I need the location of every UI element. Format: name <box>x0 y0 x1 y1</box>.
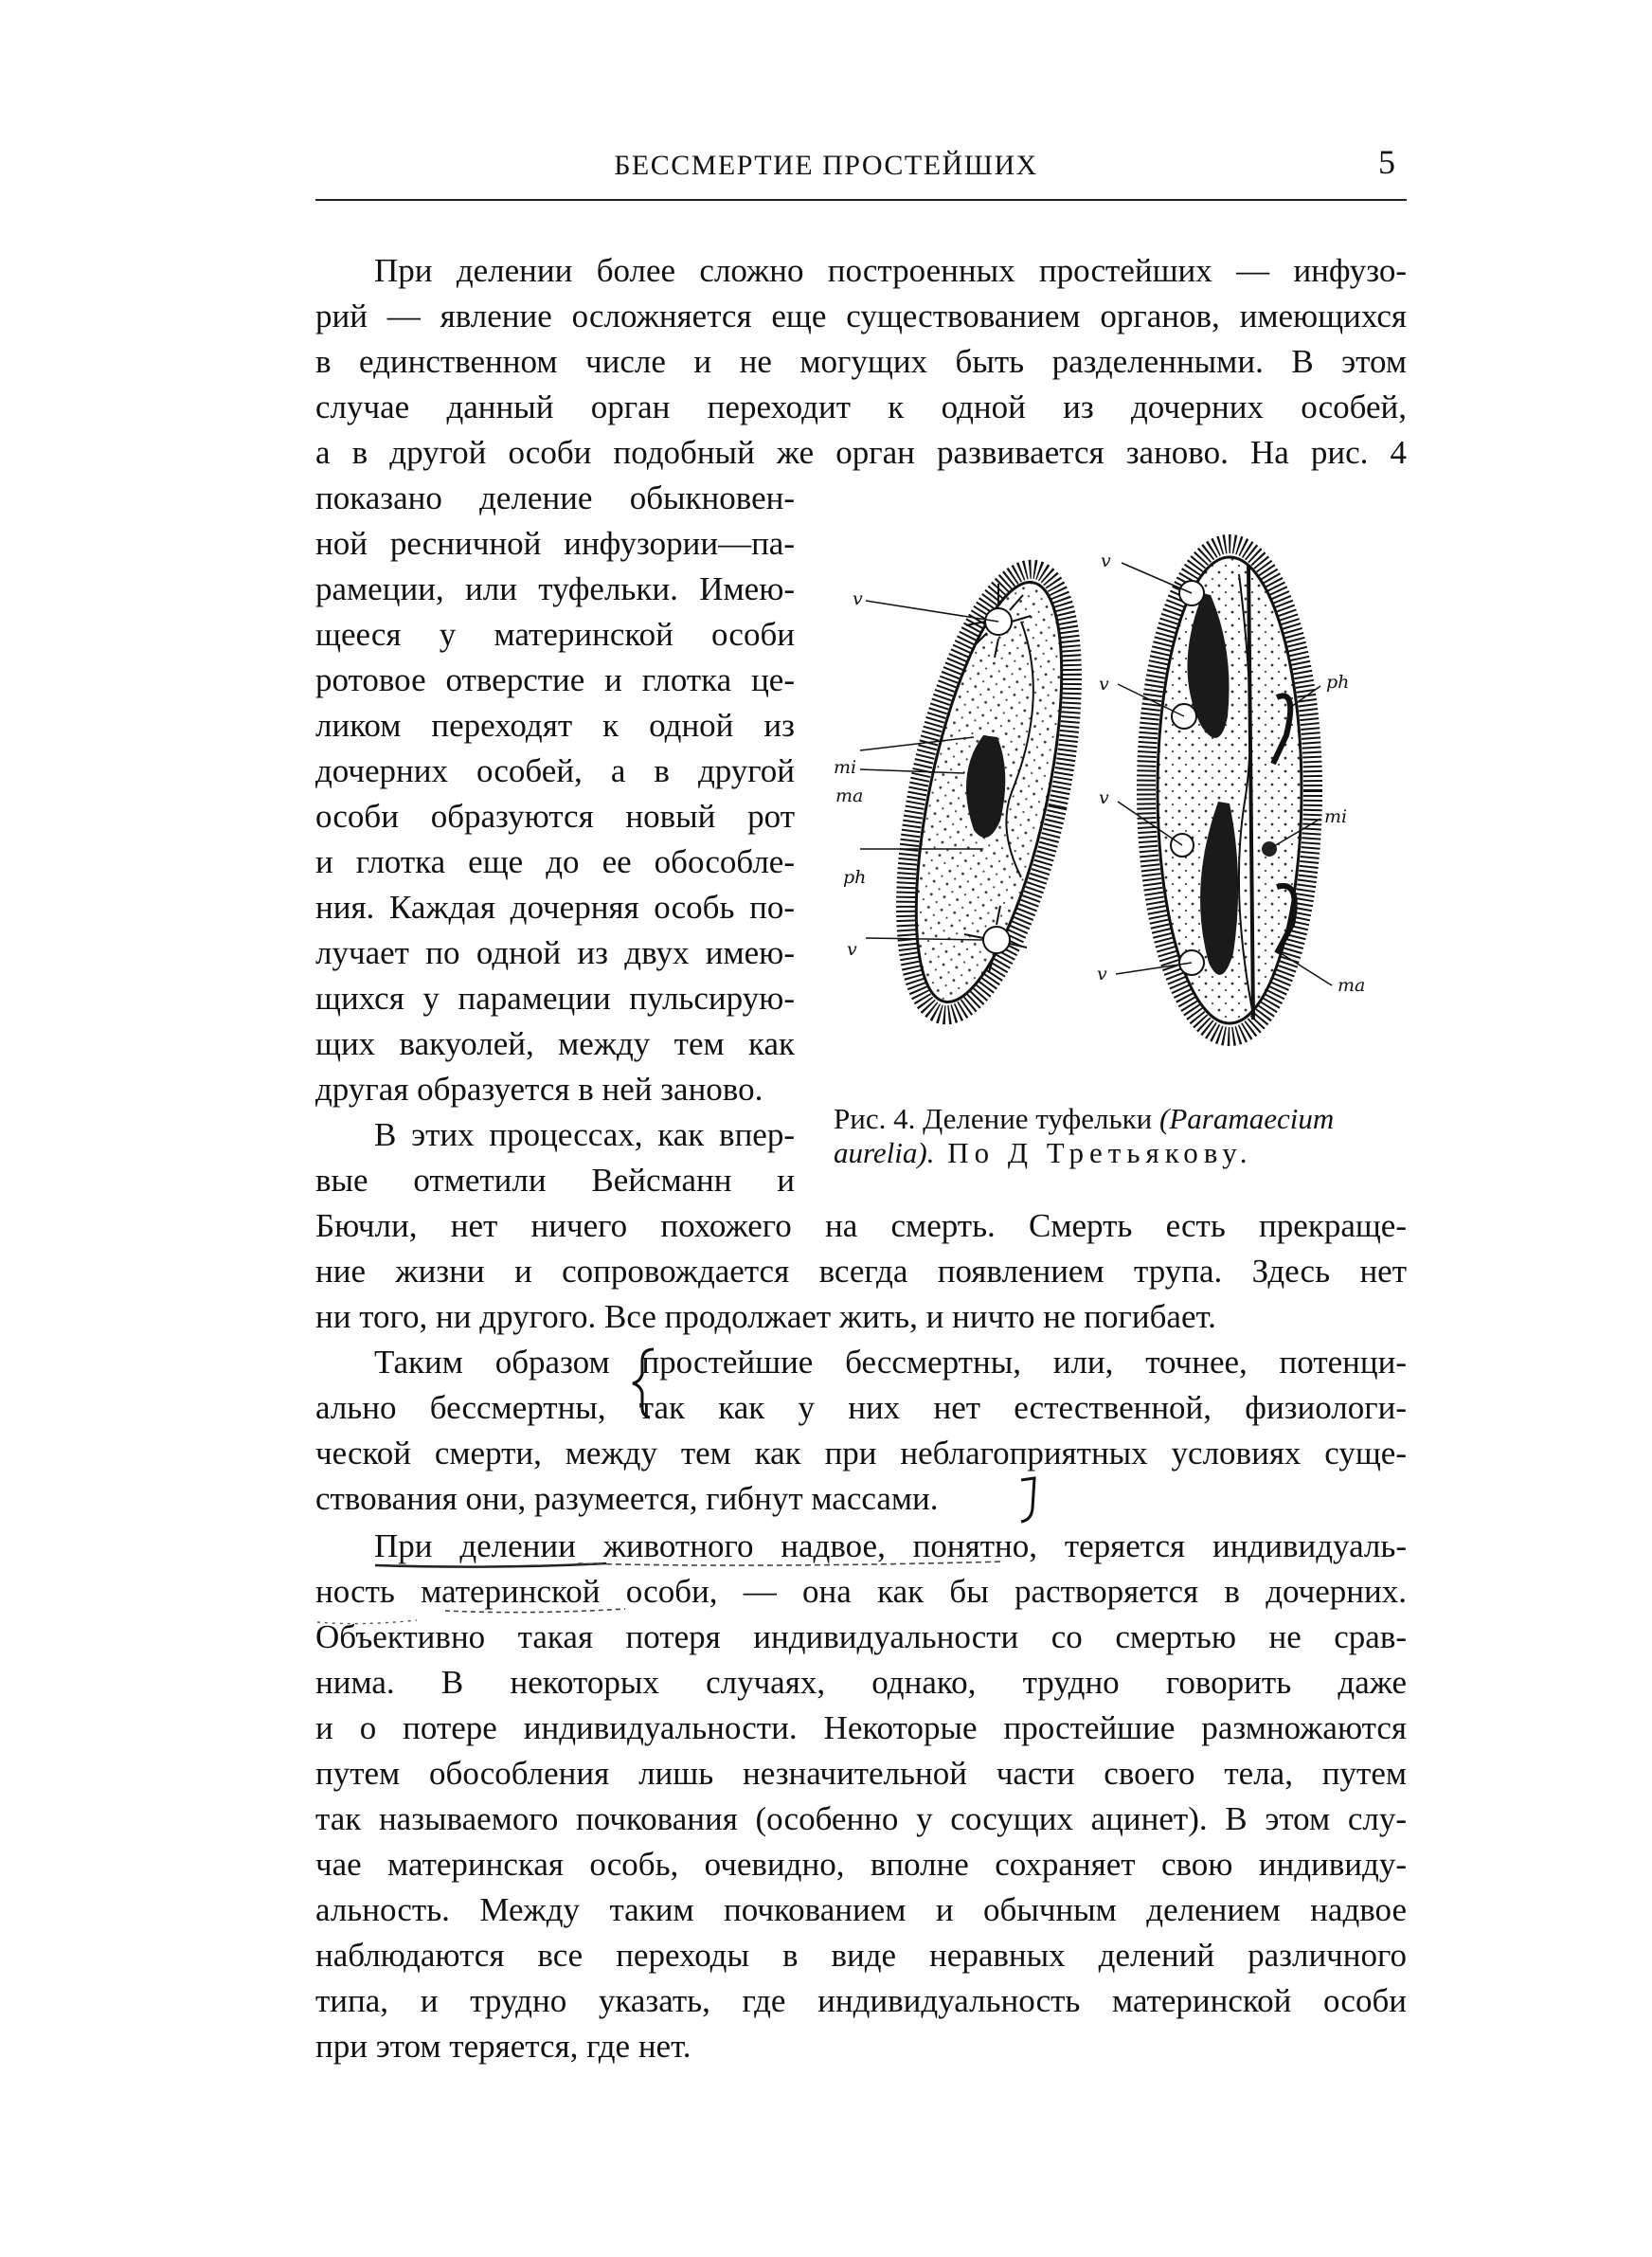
fig-label-right: v <box>1099 787 1109 808</box>
text-line: вые отметили Вейсманн и <box>315 1162 795 1199</box>
paramecium-right <box>1146 544 1313 1037</box>
fig-label-right: v <box>1101 551 1111 571</box>
text-line: дочерних особей, а в другой <box>315 752 795 789</box>
running-header: БЕССМЕРТИЕ ПРОСТЕЙШИХ <box>614 150 1038 181</box>
text-line: щих вакуолей, между тем как <box>315 1025 795 1062</box>
page-number: 5 <box>1378 143 1395 181</box>
text-line: ствования они, разумеется, гибнут массами. <box>315 1480 939 1517</box>
fig-label-left: mi <box>834 757 857 778</box>
caption-latin-genus: (Paramaecium <box>1159 1102 1335 1135</box>
text-line: щихся у парамеции пульсирую- <box>315 980 795 1017</box>
fig-label-left: ph <box>843 867 867 888</box>
text-line: при этом теряется, где нет. <box>315 2028 691 2065</box>
text-line: ческой смерти, между тем как при неблагоприятных условиях суще- <box>315 1435 1407 1472</box>
text-line: путем обособления лишь незначительной части своего тела, путем <box>315 1755 1407 1792</box>
fig-label-left: v <box>853 588 863 609</box>
text-line: показано деление обыкновен- <box>315 479 795 516</box>
text-line: и о потере индивидуальности. Некоторые простейшие размножаются <box>315 1709 1407 1746</box>
text-line: При делении животного надвое, понятно, теряется индивидуаль- <box>374 1527 1407 1564</box>
fig-label-right: v <box>1097 964 1107 984</box>
caption-prefix: Рис. 4. Деление туфельки <box>834 1102 1160 1135</box>
fig-label-left: v <box>847 939 857 960</box>
text-line: а в другой особи подобный же орган развивается заново. На рис. 4 <box>315 434 1407 471</box>
figure-caption-line-2 <box>834 1136 1408 1170</box>
text-line: чае материнская особь, очевидно, вполне сохраняет свою индивиду- <box>315 1846 1407 1883</box>
fig-label-left: ma <box>835 785 864 806</box>
text-line: щееся у материнской особи <box>315 616 795 653</box>
text-line: наблюдаются все переходы в виде неравных делений различного <box>315 1937 1407 1974</box>
text-line: ликом переходят к одной из <box>315 707 795 744</box>
text-line: Таким образом простейшие бессмертны, или, точнее, потенци- <box>374 1344 1407 1381</box>
text-line: лучает по одной из двух имею- <box>315 934 795 971</box>
fig-label-right: ma <box>1338 975 1366 996</box>
text-line: В этих процессах, как впер- <box>374 1116 795 1153</box>
text-line: рий — явление осложняется еще существованием органов, имеющихся <box>315 298 1407 334</box>
text-line: Объективно такая потеря индивидуальности со смертью не срав- <box>315 1618 1407 1655</box>
paramecium-left <box>873 555 1105 1029</box>
text-line: альность. Между таким почкованием и обычным делением надвое <box>315 1891 1407 1928</box>
text-line: ние жизни и сопровождается всегда появлением трупа. Здесь нет <box>315 1253 1407 1290</box>
figure-paramecium <box>832 489 1408 1095</box>
text-line: нима. В некоторых случаях, однако, трудно говорить даже <box>315 1664 1407 1701</box>
paramecium-illustration <box>832 489 1408 1095</box>
fig-label-right: ph <box>1326 672 1350 693</box>
text-line: ни того, ни другого. Все продолжает жить, и ничто не погибает. <box>315 1298 1216 1335</box>
text-line: другая образуется в ней заново. <box>315 1071 763 1108</box>
text-line: ния. Каждая дочерняя особь по- <box>315 889 795 926</box>
text-line: случае данный орган переходит к одной из дочерних особей, <box>315 388 1407 425</box>
fig-label-right: v <box>1099 674 1109 695</box>
text-line: Бючли, нет ничего похожего на смерть. Смерть есть прекраще- <box>315 1207 1407 1244</box>
text-line: ально бессмертны, так как у них нет естественной, физиологи- <box>315 1389 1407 1426</box>
text-line: в единственном числе и не могущих быть разделенными. В этом <box>315 343 1407 380</box>
figure-caption-line-1 <box>834 1102 1408 1136</box>
caption-latin-species: aurelia). <box>834 1136 935 1169</box>
text-line: При делении более сложно построенных простейших — инфузо- <box>374 252 1407 289</box>
text-line: ной ресничной инфузории—па- <box>315 525 795 562</box>
text-line: рамеции, или туфельки. Имею- <box>315 570 795 607</box>
text-line: и глотка еще до ее обособле- <box>315 843 795 880</box>
fig-label-right: mi <box>1324 806 1348 827</box>
text-line: типа, и трудно указать, где индивидуальность материнской особи <box>315 1982 1407 2019</box>
text-line: особи образуются новый рот <box>315 798 795 835</box>
text-line: так называемого почкования (особенно у сосущих ацинет). В этом слу- <box>315 1800 1407 1837</box>
text-line: ность материнской особи, — она как бы растворяется в дочерних. <box>315 1573 1407 1610</box>
caption-source: По Д Третьякову. <box>934 1136 1253 1169</box>
text-line: ротовое отверстие и глотка це- <box>315 661 795 698</box>
